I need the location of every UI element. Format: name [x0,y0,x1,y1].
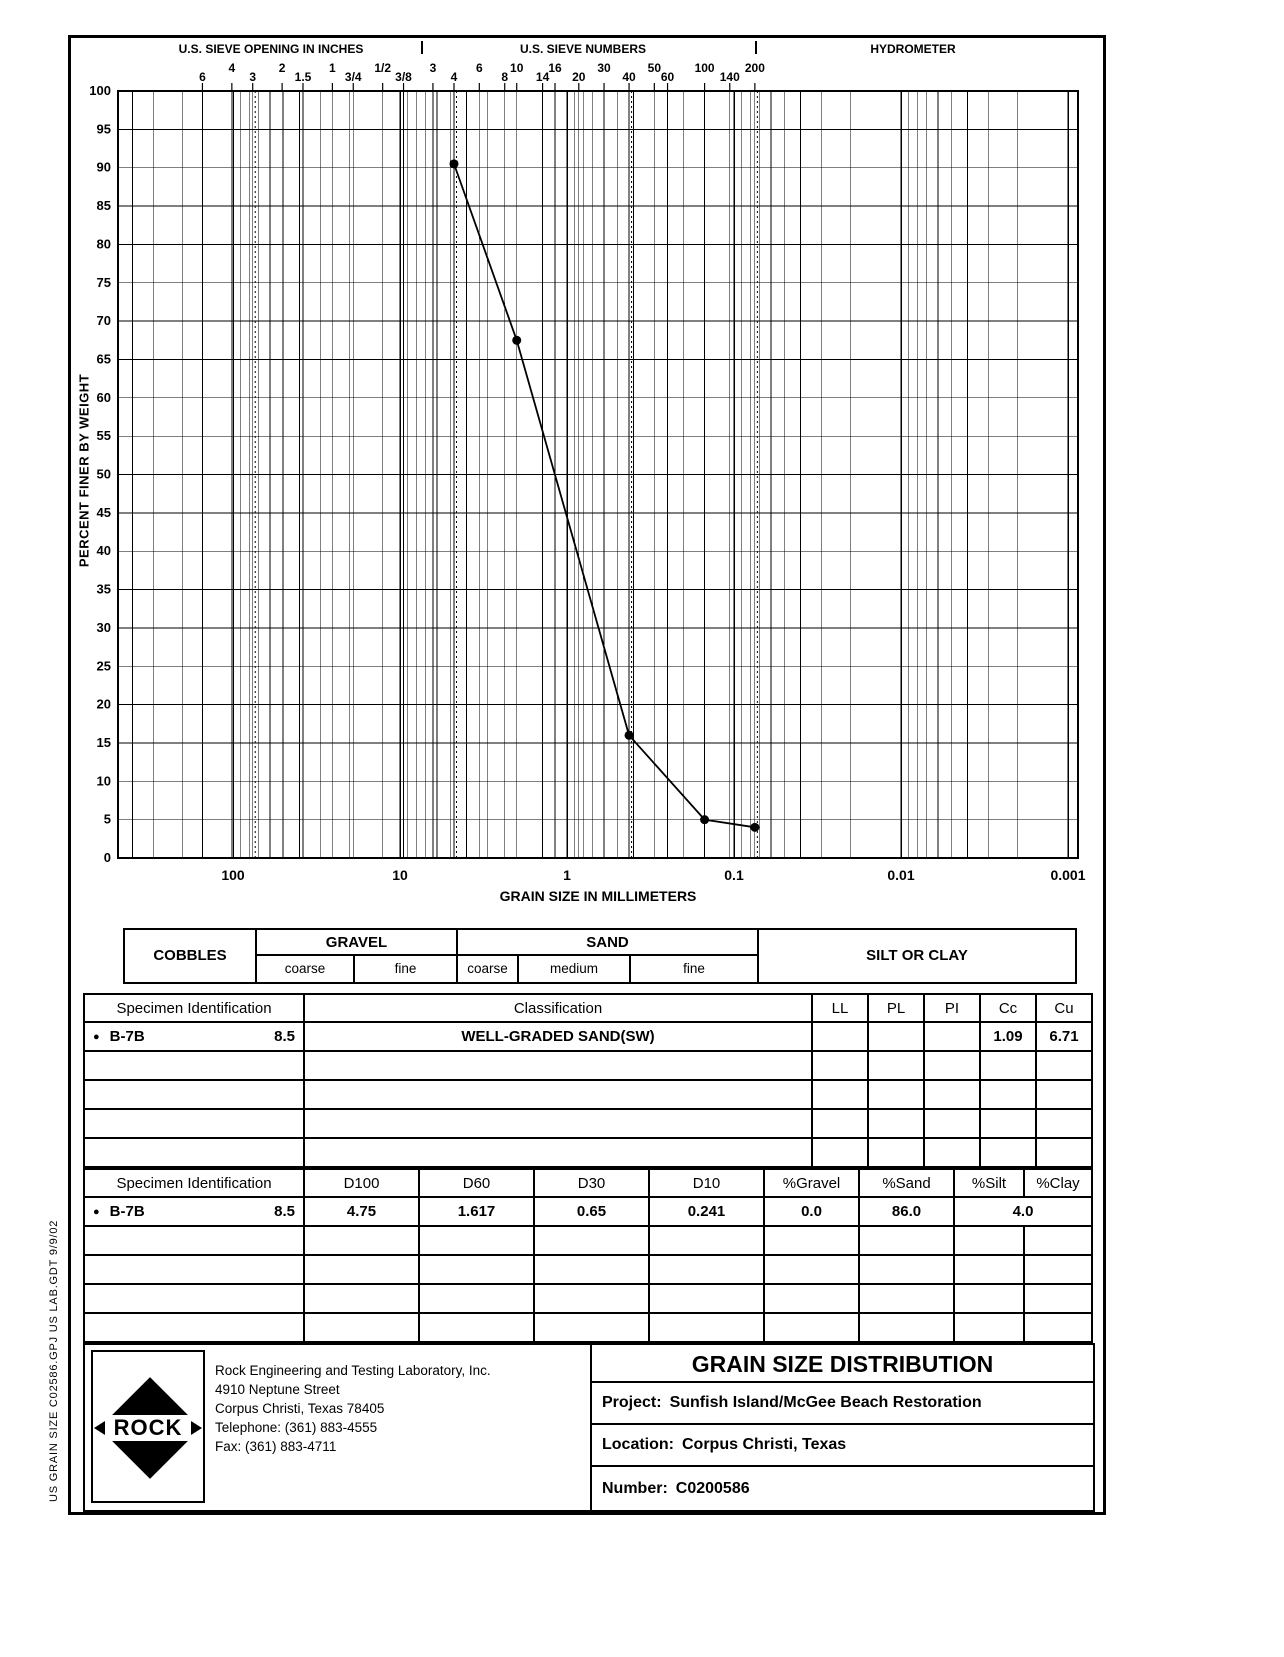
sizebar-gravel-fine: fine [394,961,417,976]
table-cell [304,1051,812,1080]
table-cell [84,1255,304,1284]
table-cell [812,1109,868,1138]
table-cell [764,1313,859,1342]
svg-text:100: 100 [221,867,245,883]
table-cell [1036,1080,1092,1109]
table-cell: 1.09 [980,1022,1036,1051]
sizebar-sand-medium: medium [519,956,631,982]
column-header: %Gravel [764,1169,859,1197]
svg-text:80: 80 [96,236,111,252]
svg-text:1/2: 1/2 [374,61,392,75]
svg-text:35: 35 [96,581,111,597]
column-header: Cc [980,994,1036,1022]
svg-text:30: 30 [597,61,611,75]
svg-text:75: 75 [96,274,111,290]
location-row [592,1425,1093,1467]
table-cell [534,1284,649,1313]
svg-text:0.01: 0.01 [887,867,915,883]
table-cell [304,1313,419,1342]
company-info [215,1361,585,1456]
column-header: %Sand [859,1169,954,1197]
number-row [592,1467,1093,1510]
table-cell [1024,1284,1092,1313]
table-cell [859,1255,954,1284]
specimen-depth: 8.5 [274,1203,295,1220]
data-point-marker [449,159,458,168]
column-header: %Clay [1024,1169,1092,1197]
table-cell [812,1022,868,1051]
svg-text:5: 5 [103,811,111,827]
table-cell [924,1080,980,1109]
column-header: %Silt [954,1169,1024,1197]
empty-row [84,1255,1092,1284]
svg-text:65: 65 [96,351,111,367]
table-cell [84,1226,304,1255]
svg-text:6: 6 [475,61,483,75]
sieve-numbers-band-label: U.S. SIEVE NUMBERS [519,42,647,56]
svg-text:200: 200 [744,61,765,75]
x-axis-title: GRAIN SIZE IN MILLIMETERS [499,888,697,904]
report-title: GRAIN SIZE DISTRIBUTION [592,1345,1093,1383]
empty-row [84,1313,1092,1342]
svg-text:60: 60 [660,70,675,84]
table-cell [868,1109,924,1138]
company-street: 4910 Neptune Street [215,1382,340,1397]
svg-text:0.001: 0.001 [1050,867,1086,883]
report-info-section [590,1345,1093,1510]
svg-text:3: 3 [429,61,437,75]
number-label: Number: [602,1479,668,1497]
svg-text:3: 3 [249,70,257,84]
svg-text:1: 1 [563,867,571,883]
table-cell [534,1226,649,1255]
table-cell [84,1109,304,1138]
svg-text:0.1: 0.1 [724,867,744,883]
empty-row [84,1080,1092,1109]
table-cell [84,1138,304,1167]
table-cell [1036,1138,1092,1167]
classification-table [83,993,1093,1168]
logo-text: ROCK [113,1415,183,1440]
column-header: D10 [649,1169,764,1197]
project-label: Project: [602,1394,662,1411]
svg-text:16: 16 [548,61,562,75]
svg-text:25: 25 [96,658,111,674]
lab-info-section [85,1345,590,1510]
specimen-row [84,1197,1092,1226]
table-cell [84,1051,304,1080]
svg-text:3/8: 3/8 [395,70,412,84]
table-cell [868,1051,924,1080]
sizebar-sand: SAND [456,930,757,956]
specimen-id-cell [84,1022,304,1051]
column-header: D100 [304,1169,419,1197]
svg-text:140: 140 [719,70,740,84]
table-cell [980,1109,1036,1138]
document-border [68,35,1106,1515]
svg-text:20: 20 [572,70,586,84]
svg-text:10: 10 [96,773,111,789]
grain-size-chart [71,38,1103,906]
specimen-row [84,1022,1092,1051]
table-cell [980,1138,1036,1167]
table-cell [954,1255,1024,1284]
svg-text:10: 10 [510,61,524,75]
svg-text:10: 10 [392,867,408,883]
gradation-table [83,1168,1093,1343]
sieve-inches-band-label: U.S. SIEVE OPENING IN INCHES [178,42,364,56]
svg-text:95: 95 [96,121,111,137]
svg-text:3/4: 3/4 [344,70,362,84]
sizebar-silt-or-clay: SILT OR CLAY [757,930,1075,982]
table-cell [534,1313,649,1342]
svg-text:6: 6 [199,70,206,84]
data-point-marker [750,823,759,832]
table-cell [954,1313,1024,1342]
table-cell [980,1080,1036,1109]
sizebar-gravel: GRAVEL [257,930,456,956]
specimen-name: B-7B [109,1203,145,1220]
svg-text:45: 45 [96,504,111,520]
table-cell: 0.241 [649,1197,764,1226]
table-header-row [84,994,1092,1022]
table-cell [649,1255,764,1284]
company-fax: Fax: (361) 883-4711 [215,1439,337,1454]
svg-text:40: 40 [96,543,111,559]
table-cell [764,1284,859,1313]
table-cell [419,1255,534,1284]
project-row [592,1383,1093,1425]
table-cell: WELL-GRADED SAND(SW) [304,1022,812,1051]
table-cell [868,1138,924,1167]
svg-text:15: 15 [96,734,111,750]
rock-logo [91,1350,205,1503]
table-cell [954,1284,1024,1313]
hydrometer-band-label: HYDROMETER [870,42,956,56]
svg-text:55: 55 [96,428,111,444]
table-cell [419,1226,534,1255]
project-value: Sunfish Island/McGee Beach Restoration [669,1394,982,1411]
table-cell: 6.71 [1036,1022,1092,1051]
svg-text:50: 50 [96,466,111,482]
sizebar-sand-fine: fine [683,961,705,976]
table-cell [1036,1109,1092,1138]
table-cell [649,1313,764,1342]
specimen-depth: 8.5 [274,1028,295,1045]
table-cell [924,1109,980,1138]
gradation-curve [454,164,755,827]
table-cell [84,1080,304,1109]
sizebar-cobbles: COBBLES [125,930,257,982]
table-cell [304,1255,419,1284]
location-label: Location: [602,1436,674,1453]
table-cell [1036,1051,1092,1080]
empty-row [84,1109,1092,1138]
column-header: PI [924,994,980,1022]
table-cell [304,1109,812,1138]
column-header: D30 [534,1169,649,1197]
column-header: Specimen Identification [84,1169,304,1197]
table-cell [924,1138,980,1167]
table-cell [419,1284,534,1313]
specimen-id-cell [84,1197,304,1226]
svg-text:90: 90 [96,159,111,175]
particle-size-bar [123,928,1077,984]
table-cell [1024,1313,1092,1342]
sizebar-sand-coarse: coarse [456,956,519,982]
table-cell [304,1138,812,1167]
table-cell: 0.0 [764,1197,859,1226]
svg-text:20: 20 [96,696,111,712]
table-cell [304,1226,419,1255]
table-cell [1024,1226,1092,1255]
company-city: Corpus Christi, Texas 78405 [215,1401,385,1416]
table-cell [84,1284,304,1313]
table-cell [859,1284,954,1313]
svg-text:60: 60 [96,389,111,405]
location-value: Corpus Christi, Texas [682,1436,847,1453]
table-cell [649,1226,764,1255]
svg-text:1: 1 [329,61,336,75]
table-header-row [84,1169,1092,1197]
table-cell: 4.75 [304,1197,419,1226]
svg-text:4: 4 [228,61,236,75]
column-header: Classification [304,994,812,1022]
table-cell [868,1080,924,1109]
table-cell [924,1022,980,1051]
svg-text:8: 8 [501,70,509,84]
table-cell [764,1226,859,1255]
svg-text:70: 70 [96,313,111,329]
table-cell [84,1313,304,1342]
table-cell [924,1051,980,1080]
table-cell [812,1080,868,1109]
sizebar-gravel-coarse: coarse [257,956,355,982]
file-stamp-vertical-text: US GRAIN SIZE C02586.GPJ US LAB.GDT 9/9/02 [48,1219,60,1502]
table-cell: 0.65 [534,1197,649,1226]
svg-text:100: 100 [89,83,111,98]
svg-text:4: 4 [450,70,458,84]
empty-row [84,1051,1092,1080]
number-value: C0200586 [675,1479,750,1497]
svg-text:14: 14 [535,70,550,84]
column-header: D60 [419,1169,534,1197]
data-point-marker [700,815,709,824]
table-cell [1024,1255,1092,1284]
table-cell [868,1022,924,1051]
table-cell: 86.0 [859,1197,954,1226]
title-block [83,1343,1095,1512]
table-cell [954,1226,1024,1255]
svg-text:30: 30 [96,619,111,635]
y-axis-title: PERCENT FINER BY WEIGHT [76,373,92,568]
svg-text:40: 40 [622,70,636,84]
data-point-marker [512,336,521,345]
svg-text:100: 100 [694,61,715,75]
table-cell [859,1313,954,1342]
table-cell [304,1080,812,1109]
company-phone: Telephone: (361) 883-4555 [215,1420,378,1435]
data-point-marker [625,731,634,740]
svg-text:0: 0 [103,850,111,865]
specimen-name: B-7B [109,1028,145,1045]
svg-text:50: 50 [647,61,662,75]
empty-row [84,1226,1092,1255]
table-cell: 1.617 [419,1197,534,1226]
table-cell [859,1226,954,1255]
series-marker-icon: ● [93,1205,100,1218]
table-cell [812,1051,868,1080]
series-marker-icon: ● [93,1030,100,1043]
company-name: Rock Engineering and Testing Laboratory, Inc. [215,1363,491,1378]
table-cell [812,1138,868,1167]
table-cell [419,1313,534,1342]
table-cell: 4.0 [954,1197,1092,1226]
table-cell [980,1051,1036,1080]
column-header: Cu [1036,994,1092,1022]
table-cell [304,1284,419,1313]
column-header: Specimen Identification [84,994,304,1022]
table-cell [534,1255,649,1284]
svg-text:2: 2 [278,61,286,75]
empty-row [84,1284,1092,1313]
table-cell [764,1255,859,1284]
column-header: LL [812,994,868,1022]
table-cell [649,1284,764,1313]
empty-row [84,1138,1092,1167]
svg-text:1.5: 1.5 [294,70,312,84]
svg-text:85: 85 [96,198,111,214]
column-header: PL [868,994,924,1022]
